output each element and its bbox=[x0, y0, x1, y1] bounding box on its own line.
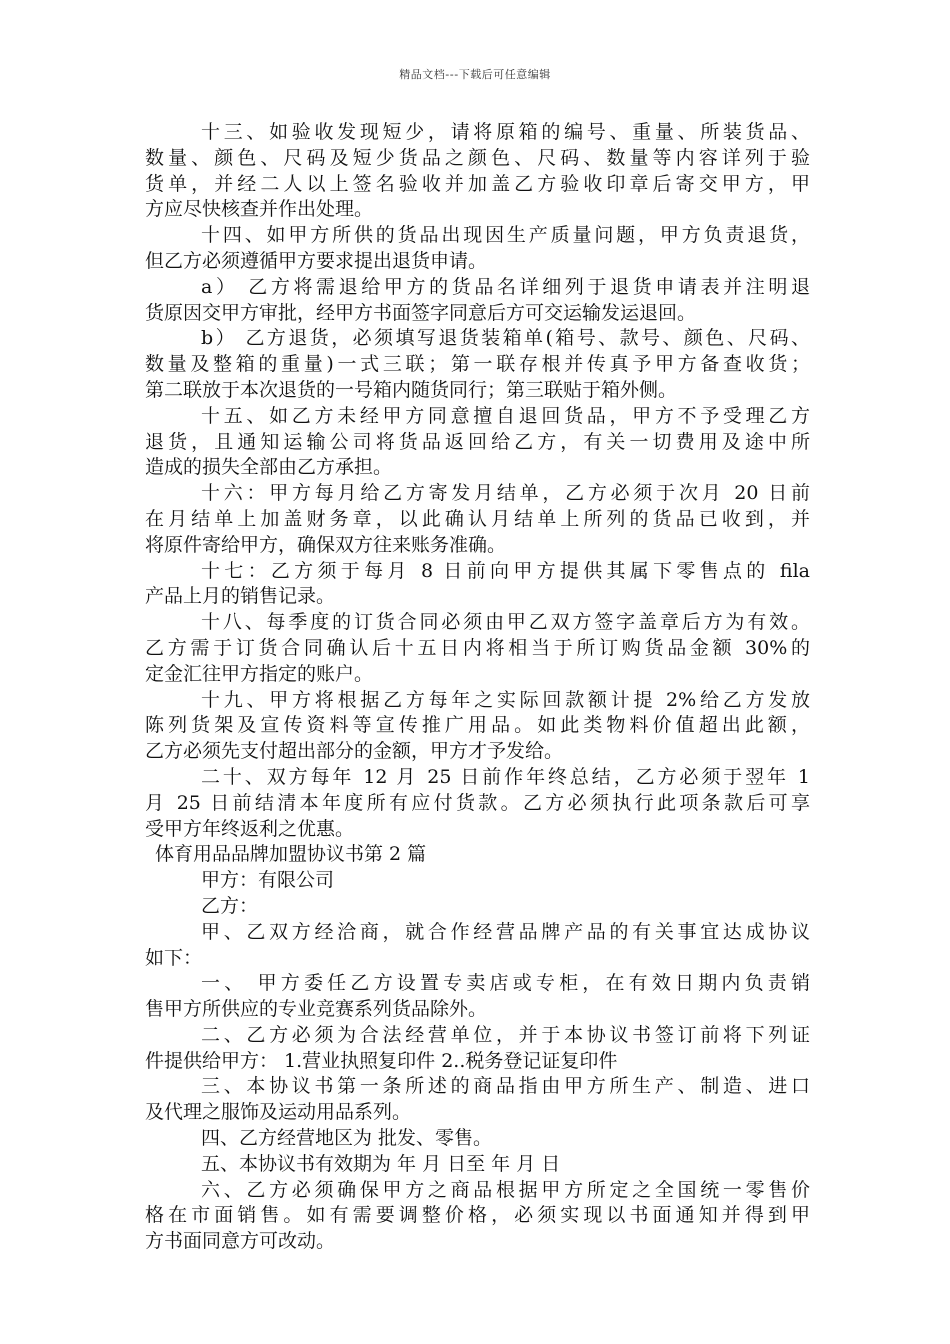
text-line: 陈列货架及宣传资料等宣传推广用品。如此类物料价值超出此额， bbox=[145, 714, 810, 737]
text-line: 十七：乙方须于每月 8 日前向甲方提供其属下零售点的 fila bbox=[201, 559, 810, 582]
text-line: 货原因交甲方审批，经甲方书面签字同意后方可交运输发运退回。 bbox=[145, 301, 697, 324]
paragraph-p17 bbox=[145, 559, 810, 611]
text-line: 数量、颜色、尺码及短少货品之颜色、尺码、数量等内容详列于验 bbox=[145, 146, 810, 169]
paragraph-partyB bbox=[145, 894, 810, 920]
text-line: 十九、甲方将根据乙方每年之实际回款额计提 2%给乙方发放 bbox=[201, 688, 810, 711]
paragraph-p14 bbox=[145, 223, 810, 275]
text-line: 十八、每季度的订货合同必须由甲乙双方签字盖章后方为有效。 bbox=[201, 611, 810, 634]
text-line: 货单，并经二人以上签名验收并加盖乙方验收印章后寄交甲方，甲 bbox=[145, 172, 810, 195]
text-line: 件提供给甲方： 1.营业执照复印件 2..税务登记证复印件 bbox=[145, 1049, 618, 1072]
paragraph-c6 bbox=[145, 1178, 810, 1255]
text-line: 乙方必须先支付超出部分的金额，甲方才予发给。 bbox=[145, 740, 564, 763]
paragraph-p19 bbox=[145, 688, 810, 765]
text-line: 及代理之服饰及运动用品系列。 bbox=[145, 1101, 412, 1124]
text-line: 在月结单上加盖财务章，以此确认月结单上所列的货品已收到，并 bbox=[145, 507, 810, 530]
text-line: 数量及整箱的重量)一式三联；第一联存根并传真予甲方备查收货； bbox=[145, 353, 810, 376]
text-line: 十五、如乙方未经甲方同意擅自退回货品，甲方不予受理乙方 bbox=[201, 404, 810, 427]
text-line: 甲方：有限公司 bbox=[201, 869, 335, 892]
text-line: 格在市面销售。如有需要调整价格，必须实现以书面通知并得到甲 bbox=[145, 1204, 810, 1227]
text-line: 第二联放于本次退货的一号箱内随货同行；第三联贴于箱外侧。 bbox=[145, 378, 678, 401]
paragraph-p15 bbox=[145, 404, 810, 481]
paragraph-p14b bbox=[145, 326, 810, 403]
text-line: 退货，且通知运输公司将货品返回给乙方，有关一切费用及途中所 bbox=[145, 430, 810, 453]
text-line: 售甲方所供应的专业竞赛系列货品除外。 bbox=[145, 998, 488, 1021]
text-line: 体育用品品牌加盟协议书第 2 篇 bbox=[155, 843, 427, 866]
text-line: 方应尽快核查并作出处理。 bbox=[145, 198, 374, 221]
text-line: 甲、乙双方经洽商，就合作经营品牌产品的有关事宜达成协议 bbox=[201, 920, 810, 943]
text-line: 如下： bbox=[145, 946, 203, 969]
text-line: 五、本协议书有效期为 年 月 日至 年 月 日 bbox=[201, 1152, 561, 1175]
paragraph-c2 bbox=[145, 1023, 810, 1075]
text-line: b） 乙方退货，必须填写退货装箱单(箱号、款号、颜色、尺码、 bbox=[201, 327, 810, 350]
paragraph-c4 bbox=[145, 1126, 810, 1152]
paragraph-p13 bbox=[145, 120, 810, 223]
page-header: 精品文档---下载后可任意编辑 bbox=[399, 68, 551, 81]
text-line: 六、乙方必须确保甲方之商品根据甲方所定之全国统一零售价 bbox=[201, 1178, 810, 1201]
paragraph-intro bbox=[145, 920, 810, 972]
paragraph-c5 bbox=[145, 1152, 810, 1178]
text-line: 乙方： bbox=[201, 894, 259, 917]
text-line: 十六：甲方每月给乙方寄发月结单，乙方必须于次月 20 日前 bbox=[201, 482, 810, 505]
text-line: 一、 甲方委任乙方设置专卖店或专柜，在有效日期内负责销 bbox=[201, 972, 810, 995]
text-line: 定金汇往甲方指定的账户。 bbox=[145, 662, 374, 685]
paragraph-partyA bbox=[145, 868, 810, 894]
paragraph-p16 bbox=[145, 481, 810, 558]
paragraph-p14a bbox=[145, 275, 810, 327]
paragraph-c1 bbox=[145, 971, 810, 1023]
paragraph-p18 bbox=[145, 610, 810, 687]
paragraph-p20 bbox=[145, 765, 810, 842]
text-line: 受甲方年终返利之优惠。 bbox=[145, 817, 355, 840]
text-line: 月 25 日前结清本年度所有应付货款。乙方必须执行此项条款后可享 bbox=[145, 791, 810, 814]
text-line: 造成的损失全部由乙方承担。 bbox=[145, 456, 393, 479]
text-line: 二十、双方每年 12 月 25 日前作年终总结，乙方必须于翌年 1 bbox=[201, 765, 810, 788]
text-line: 三、本协议书第一条所述的商品指由甲方所生产、制造、进口 bbox=[201, 1075, 810, 1098]
text-line: 十三、如验收发现短少，请将原箱的编号、重量、所装货品、 bbox=[201, 121, 810, 143]
text-line: 但乙方必须遵循甲方要求提出退货申请。 bbox=[145, 249, 488, 272]
text-line: 十四、如甲方所供的货品出现因生产质量问题，甲方负责退货， bbox=[201, 224, 810, 247]
text-line: 二、乙方必须为合法经营单位，并于本协议书签订前将下列证 bbox=[201, 1023, 810, 1046]
text-line: 四、乙方经营地区为 批发、零售。 bbox=[201, 1127, 493, 1150]
document-body bbox=[145, 120, 810, 1255]
paragraph-title2 bbox=[145, 842, 810, 868]
paragraph-c3 bbox=[145, 1074, 810, 1126]
text-line: 乙方需于订货合同确认后十五日内将相当于所订购货品金额 30%的 bbox=[145, 636, 810, 659]
text-line: a） 乙方将需退给甲方的货品名详细列于退货申请表并注明退 bbox=[201, 275, 810, 298]
text-line: 方书面同意方可改动。 bbox=[145, 1230, 336, 1253]
text-line: 产品上月的销售记录。 bbox=[145, 585, 336, 608]
text-line: 将原件寄给甲方，确保双方往来账务准确。 bbox=[145, 533, 507, 556]
